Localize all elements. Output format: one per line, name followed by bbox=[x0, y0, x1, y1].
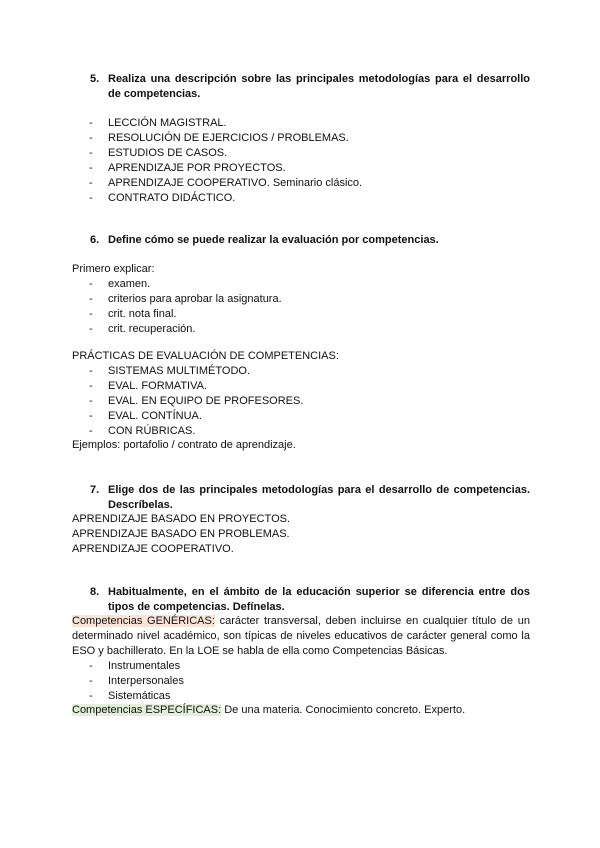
generic-competencies-label: Competencias GENÉRICAS: bbox=[72, 615, 215, 627]
list-item: - CON RÚBRICAS. bbox=[89, 425, 196, 437]
specific-competencies-text: De una materia. Conocimiento concreto. Experto. bbox=[221, 704, 466, 716]
list-item: - CONTRATO DIDÁCTICO. bbox=[89, 192, 236, 204]
question-number: 6. bbox=[90, 234, 100, 246]
specific-competencies-label: Competencias ESPECÍFICAS: bbox=[72, 704, 222, 716]
generic-competencies-paragraph bbox=[72, 614, 530, 659]
question-5 bbox=[90, 72, 530, 102]
list-item: - crit. recuperación. bbox=[89, 323, 196, 335]
list-item: - criterios para aprobar la asignatura. bbox=[89, 293, 282, 305]
question-text: Realiza una descripción sobre las principales metodologías para el desarrollo de competencias. bbox=[108, 73, 530, 100]
generic-competencies-list bbox=[89, 659, 184, 704]
question-number: 7. bbox=[90, 484, 100, 496]
question-6 bbox=[90, 233, 530, 248]
list-item: - EVAL. CONTÍNUA. bbox=[89, 410, 202, 422]
question-text: Elige dos de las principales metodologías para el desarrollo de competencias. Descríbelas. bbox=[108, 484, 530, 511]
list-item: - crit. nota final. bbox=[89, 308, 177, 320]
question-number: 8. bbox=[90, 586, 100, 598]
question-number: 5. bbox=[90, 73, 100, 85]
methodologies-list bbox=[89, 116, 362, 206]
question-text: Define cómo se puede realizar la evaluación por competencias. bbox=[108, 234, 439, 246]
list-item: - APRENDIZAJE POR PROYECTOS. bbox=[89, 162, 286, 174]
evaluation-criteria-list bbox=[89, 277, 282, 337]
answer-line: APRENDIZAJE BASADO EN PROBLEMAS. bbox=[72, 528, 290, 540]
examples-line: Ejemplos: portafolio / contrato de aprendizaje. bbox=[72, 439, 296, 451]
specific-competencies-line bbox=[72, 703, 532, 718]
list-item: - EVAL. EN EQUIPO DE PROFESORES. bbox=[89, 395, 304, 407]
list-item: - Instrumentales bbox=[89, 660, 181, 672]
list-item: - SISTEMAS MULTIMÉTODO. bbox=[89, 365, 250, 377]
list-item: - LECCIÓN MAGISTRAL. bbox=[89, 117, 227, 129]
question-7 bbox=[90, 483, 530, 513]
practices-list bbox=[89, 364, 303, 439]
list-item: - RESOLUCIÓN DE EJERCICIOS / PROBLEMAS. bbox=[89, 132, 349, 144]
list-item: - APRENDIZAJE COOPERATIVO. Seminario clásico. bbox=[89, 177, 363, 189]
answer-line: APRENDIZAJE COOPERATIVO. bbox=[72, 543, 234, 555]
question-text: Habitualmente, en el ámbito de la educación superior se diferencia entre dos tipos de competencias. Defínelas. bbox=[108, 586, 530, 613]
generic-competencies-text: carácter transversal, deben incluirse en cualquier título de un determinado nivel académico, son típicas de niveles educativos de carácter general como la ESO y bachillerato. En la LOE se habla de ella como Competencias Básicas. bbox=[72, 615, 530, 657]
list-item: - ESTUDIOS DE CASOS. bbox=[89, 147, 228, 159]
list-item: - Interpersonales bbox=[89, 675, 184, 687]
answer-line: APRENDIZAJE BASADO EN PROYECTOS. bbox=[72, 513, 291, 525]
practices-title: PRÁCTICAS DE EVALUACIÓN DE COMPETENCIAS: bbox=[72, 350, 339, 362]
list-item: - Sistemáticas bbox=[89, 690, 171, 702]
evaluation-intro: Primero explicar: bbox=[72, 263, 155, 275]
question-8 bbox=[90, 585, 530, 615]
list-item: - EVAL. FORMATIVA. bbox=[89, 380, 208, 392]
list-item: - examen. bbox=[89, 278, 151, 290]
